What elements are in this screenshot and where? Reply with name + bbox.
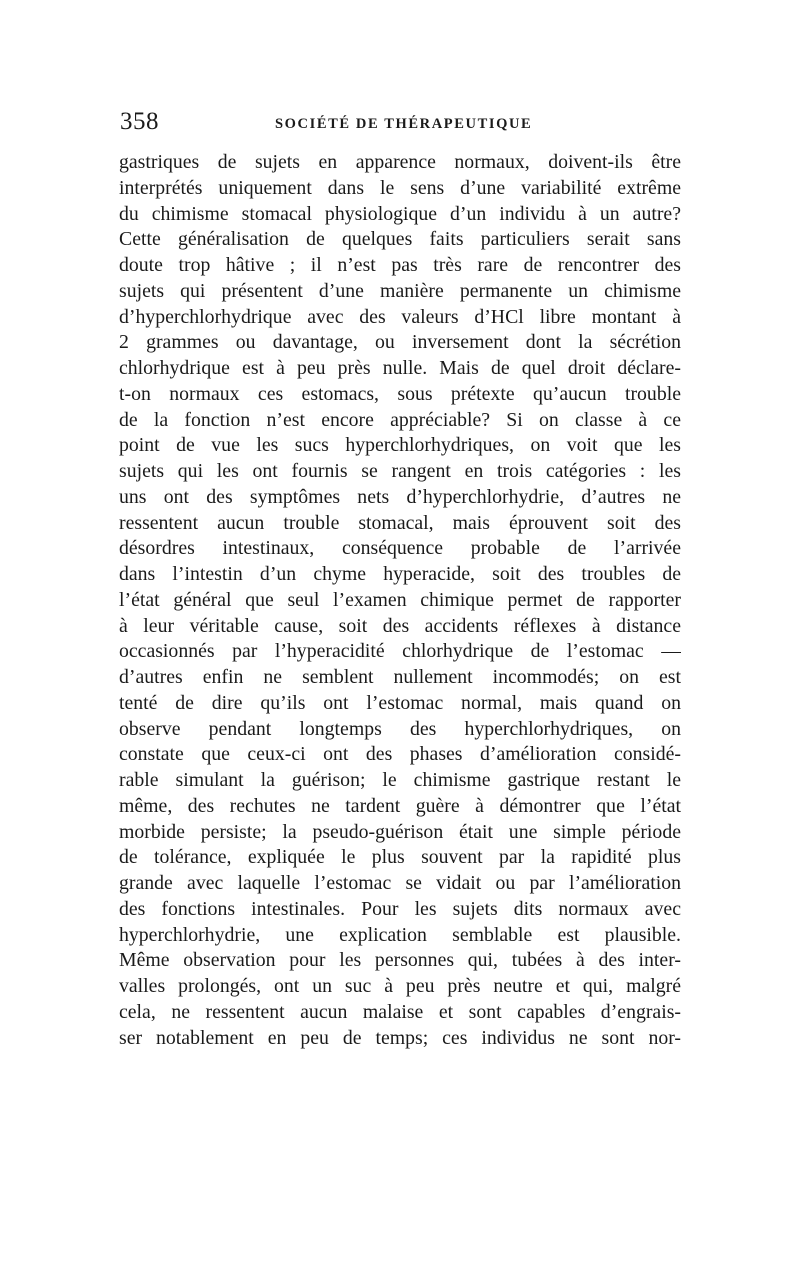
text-line: chlorhydrique est à peu près nulle. Mais de quel droit déclare- bbox=[119, 357, 681, 379]
body-text bbox=[119, 150, 681, 1051]
text-line: ser notablement en peu de temps; ces individus ne sont nor- bbox=[119, 1026, 681, 1049]
text-line: des fonctions intestinales. Pour les sujets dits normaux avec bbox=[119, 897, 681, 920]
text-line: sujets qui présentent d’une manière permanente un chimisme bbox=[119, 279, 681, 302]
text-line: constate que ceux-ci ont des phases d’amélioration considé- bbox=[119, 743, 681, 766]
text-line: à leur véritable cause, soit des accidents réflexes à distance bbox=[119, 614, 681, 637]
page-number: 358 bbox=[120, 108, 159, 135]
text-line: observe pendant longtemps des hyperchlorhydriques, on bbox=[119, 717, 681, 740]
page-header bbox=[120, 108, 680, 138]
text-line: du chimisme stomacal physiologique d’un individu à un autre? bbox=[119, 202, 681, 225]
text-line: l’état général que seul l’examen chimique permet de rapporter bbox=[119, 588, 681, 611]
text-line: désordres intestinaux, conséquence probable de l’arrivée bbox=[119, 537, 681, 560]
running-title: SOCIÉTÉ DE THÉRAPEUTIQUE bbox=[275, 116, 533, 132]
text-line: interprétés uniquement dans le sens d’une variabilité extrême bbox=[119, 176, 681, 199]
text-line: uns ont des symptômes nets d’hyperchlorhydrie, d’autres ne bbox=[119, 485, 681, 508]
text-line: gastriques de sujets en apparence normaux, doivent-ils être bbox=[119, 151, 681, 173]
text-line: ressentent aucun trouble stomacal, mais éprouvent soit des bbox=[119, 511, 681, 534]
text-line: occasionnés par l’hyperacidité chlorhydrique de l’estomac — bbox=[119, 640, 681, 663]
text-line: cela, ne ressentent aucun malaise et sont capables d’engrais- bbox=[119, 1000, 681, 1023]
text-line: d’autres enfin ne semblent nullement incommodés; on est bbox=[119, 666, 681, 688]
text-line: tenté de dire qu’ils ont l’estomac normal, mais quand on bbox=[119, 691, 681, 714]
text-line: d’hyperchlorhydrique avec des valeurs d’HCl libre montant à bbox=[119, 305, 681, 328]
text-line: dans l’intestin d’un chyme hyperacide, soit des troubles de bbox=[119, 563, 681, 585]
text-line: Cette généralisation de quelques faits particuliers serait sans bbox=[119, 228, 681, 251]
text-line: sujets qui les ont fournis se rangent en trois catégories : les bbox=[119, 460, 681, 482]
text-line: grande avec laquelle l’estomac se vidait ou par l’amélioration bbox=[119, 872, 681, 894]
text-line: de la fonction n’est encore appréciable? Si on classe à ce bbox=[119, 408, 681, 431]
text-line: valles prolongés, ont un suc à peu près neutre et qui, malgré bbox=[119, 975, 681, 997]
text-line: t-on normaux ces estomacs, sous prétexte qu’aucun trouble bbox=[119, 382, 681, 405]
text-line: 2 grammes ou davantage, ou inversement dont la sécrétion bbox=[119, 331, 681, 354]
text-line: même, des rechutes ne tardent guère à démontrer que l’état bbox=[119, 794, 681, 817]
text-line: point de vue les sucs hyperchlorhydriques, on voit que les bbox=[119, 434, 681, 457]
text-line: morbide persiste; la pseudo-guérison était une simple période bbox=[119, 820, 681, 843]
text-line: hyperchlorhydrie, une explication semblable est plausible. bbox=[119, 923, 681, 946]
text-line: doute trop hâtive ; il n’est pas très rare de rencontrer des bbox=[119, 254, 681, 276]
text-line: de tolérance, expliquée le plus souvent par la rapidité plus bbox=[119, 846, 681, 869]
text-line: rable simulant la guérison; le chimisme gastrique restant le bbox=[119, 769, 681, 791]
text-line: Même observation pour les personnes qui, tubées à des inter- bbox=[119, 949, 681, 972]
